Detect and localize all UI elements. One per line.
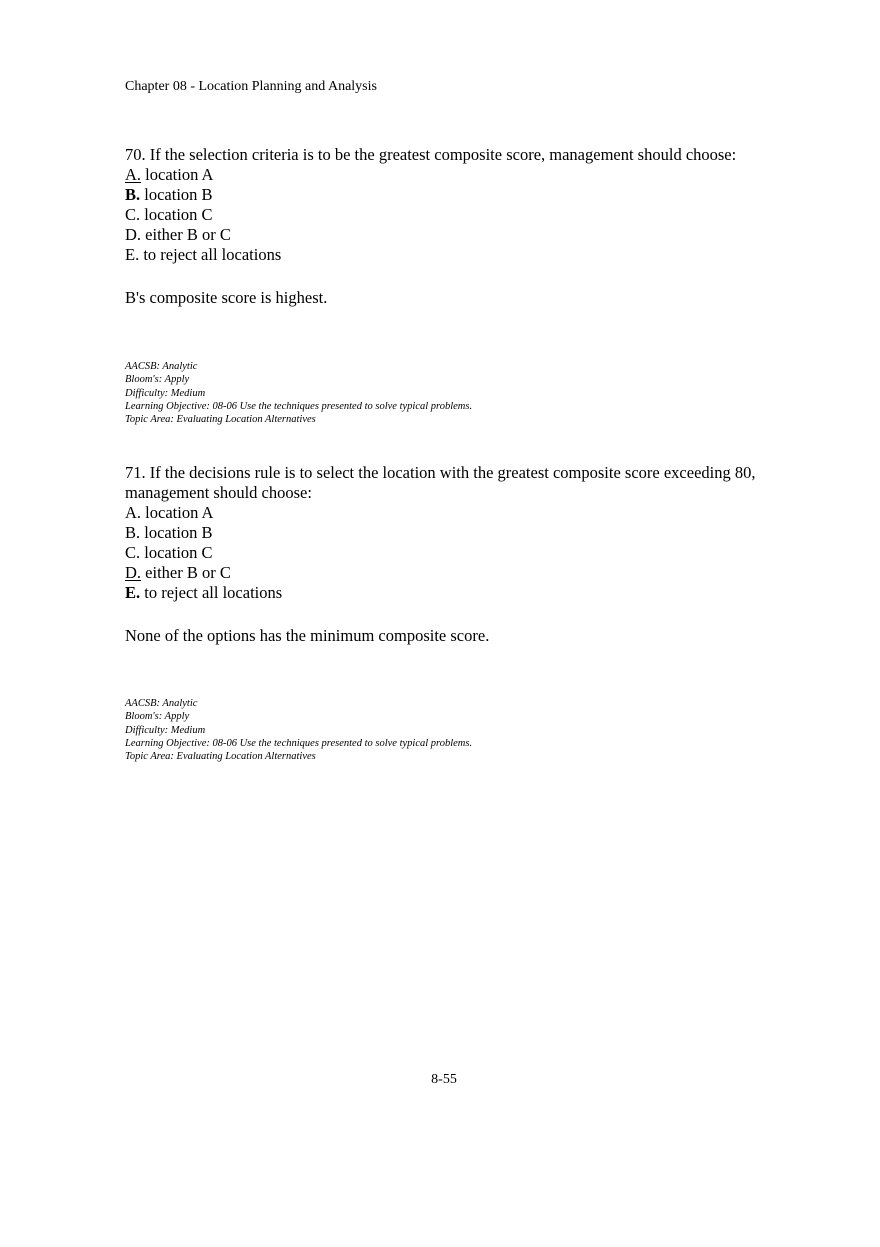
option-letter: B. [125, 523, 141, 542]
option-letter: D. [125, 563, 142, 582]
meta-difficulty: Difficulty: Medium [125, 387, 206, 399]
answer-options [125, 165, 785, 265]
option-text: location A [141, 165, 214, 184]
answer-options [125, 503, 785, 603]
option-e [125, 583, 785, 603]
page-number: 8-55 [431, 1072, 457, 1087]
question-stem: 70. If the selection criteria is to be the greatest composite score, management should choose: [125, 145, 737, 164]
meta-blooms: Bloom's: Apply [125, 711, 190, 723]
running-head: Chapter 08 - Location Planning and Analysis [125, 79, 377, 94]
question-metadata [125, 697, 472, 763]
option-letter: C. [125, 543, 141, 562]
meta-aacsb: AACSB: Analytic [125, 361, 198, 372]
meta-aacsb: AACSB: Analytic [125, 698, 198, 709]
option-text: location A [141, 503, 214, 522]
option-text: either B or C [141, 225, 231, 244]
meta-topic-area: Topic Area: Evaluating Location Alternatives [125, 751, 316, 763]
option-letter: E. [125, 245, 140, 264]
option-letter: A. [125, 503, 142, 522]
question-metadata [125, 360, 472, 426]
option-e [125, 245, 785, 265]
option-d [125, 225, 785, 245]
meta-difficulty: Difficulty: Medium [125, 724, 206, 736]
option-text: either B or C [141, 563, 231, 582]
option-letter: B. [125, 185, 141, 204]
option-text: location C [140, 543, 213, 562]
answer-explanation: None of the options has the minimum composite score. [125, 626, 490, 645]
question-70 [125, 145, 785, 308]
option-text: location B [140, 523, 213, 542]
question-stem: 71. If the decisions rule is to select the location with the greatest composite score exceeding 80, management should choose: [125, 463, 756, 502]
option-text: location B [140, 185, 213, 204]
answer-explanation: B's composite score is highest. [125, 288, 328, 307]
option-text: location C [140, 205, 213, 224]
option-text: to reject all locations [139, 245, 282, 264]
option-b [125, 523, 785, 543]
option-letter: C. [125, 205, 141, 224]
option-b [125, 185, 785, 205]
option-text: to reject all locations [140, 583, 283, 602]
option-letter: E. [125, 583, 141, 602]
option-a [125, 503, 785, 523]
option-d [125, 563, 785, 583]
question-71 [125, 463, 785, 646]
option-c [125, 205, 785, 225]
meta-blooms: Bloom's: Apply [125, 374, 190, 386]
option-c [125, 543, 785, 563]
option-letter: D. [125, 225, 142, 244]
meta-learning-objective: Learning Objective: 08-06 Use the techniques presented to solve typical problems. [125, 737, 473, 749]
meta-learning-objective: Learning Objective: 08-06 Use the techniques presented to solve typical problems. [125, 400, 473, 412]
meta-topic-area: Topic Area: Evaluating Location Alternatives [125, 414, 316, 426]
option-a [125, 165, 785, 185]
option-letter: A. [125, 165, 142, 184]
